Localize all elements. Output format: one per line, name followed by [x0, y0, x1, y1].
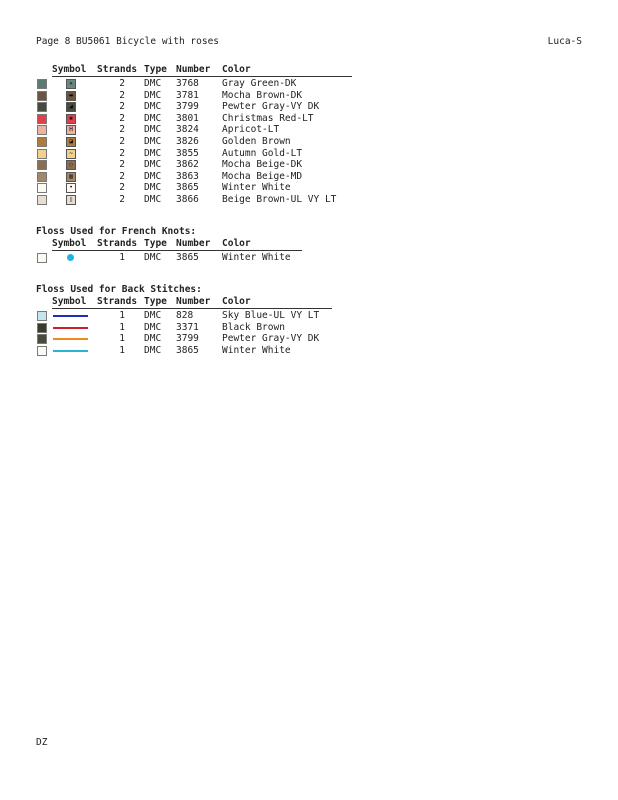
stitch-symbol-icon: ✕ — [66, 79, 76, 89]
header-strands: Strands — [97, 296, 138, 307]
header-strands: Strands — [97, 238, 138, 249]
number-value: 3865 — [176, 252, 199, 263]
color-name: Pewter Gray-VY DK — [222, 333, 320, 345]
number-value: 828 — [176, 310, 194, 321]
table-row — [36, 252, 291, 264]
number-value: 3799 — [176, 333, 199, 345]
header-symbol: Symbol — [52, 238, 87, 249]
stitch-symbol-icon: ~ — [66, 149, 76, 159]
strands-value: 2 — [119, 124, 125, 136]
color-name: Golden Brown — [222, 135, 291, 147]
type-value: DMC — [144, 170, 162, 182]
back-stitch-line-icon — [53, 350, 88, 352]
back-stitch-line-icon — [53, 315, 88, 317]
back-stitch-line-icon — [53, 338, 88, 340]
color-name: Pewter Gray-VY DK — [222, 101, 320, 113]
type-value: DMC — [144, 193, 162, 205]
number-value: 3866 — [176, 193, 199, 205]
header-color: Color — [222, 296, 251, 307]
strands-value: 2 — [119, 78, 125, 89]
strands-value: 2 — [119, 101, 125, 113]
strands-value: 1 — [119, 321, 125, 333]
table-row — [36, 344, 291, 357]
floss-table-french-knots — [36, 226, 291, 264]
strands-value: 1 — [119, 310, 125, 321]
number-value: 3768 — [176, 78, 199, 89]
stitch-symbol-icon: ◌ — [66, 160, 76, 170]
color-name: Winter White — [222, 344, 291, 356]
header-symbol: Symbol — [52, 296, 87, 307]
number-value: 3801 — [176, 112, 199, 124]
number-value: 3862 — [176, 159, 199, 171]
section-title-french-knots: Floss Used for French Knots: — [36, 226, 197, 237]
number-value: 3371 — [176, 321, 199, 333]
number-value: 3781 — [176, 89, 199, 101]
number-value: 3824 — [176, 124, 199, 136]
back-stitch-line-icon — [53, 327, 88, 329]
strands-value: 2 — [119, 135, 125, 147]
strands-value: 2 — [119, 170, 125, 182]
color-swatch — [37, 323, 47, 333]
type-value: DMC — [144, 310, 162, 321]
header-type: Type — [144, 238, 167, 249]
header-number: Number — [176, 296, 211, 307]
type-value: DMC — [144, 78, 162, 89]
color-name: Mocha Beige-DK — [222, 159, 303, 171]
number-value: 3826 — [176, 135, 199, 147]
header-rule — [52, 250, 302, 251]
strands-value: 2 — [119, 112, 125, 124]
header-strands: Strands — [97, 64, 138, 75]
table-header — [36, 296, 251, 308]
type-value: DMC — [144, 333, 162, 345]
color-swatch — [37, 172, 47, 182]
stitch-symbol-icon: ▯ — [66, 195, 76, 205]
color-swatch — [37, 346, 47, 356]
color-swatch — [37, 125, 47, 135]
color-swatch — [37, 91, 47, 101]
page-footer: DZ — [36, 737, 48, 748]
number-value: 3855 — [176, 147, 199, 159]
strands-value: 2 — [119, 182, 125, 194]
color-name: Winter White — [222, 252, 291, 263]
stitch-symbol-icon: ▬ — [66, 91, 76, 101]
color-swatch — [37, 253, 47, 263]
strands-value: 2 — [119, 147, 125, 159]
header-color: Color — [222, 238, 251, 249]
color-swatch — [37, 149, 47, 159]
strands-value: 2 — [119, 159, 125, 171]
header-number: Number — [176, 64, 211, 75]
color-name: Apricot-LT — [222, 124, 280, 136]
type-value: DMC — [144, 147, 162, 159]
color-swatch — [37, 183, 47, 193]
stitch-symbol-icon: ◢ — [66, 102, 76, 112]
type-value: DMC — [144, 101, 162, 113]
stitch-symbol-icon: ✱ — [66, 114, 76, 124]
stitch-symbol-icon: H — [66, 125, 76, 135]
strands-value: 1 — [119, 333, 125, 345]
color-swatch — [37, 311, 47, 321]
strands-value: 1 — [119, 344, 125, 356]
color-name: Christmas Red-LT — [222, 112, 314, 124]
color-swatch — [37, 102, 47, 112]
type-value: DMC — [144, 89, 162, 101]
strands-value: 2 — [119, 193, 125, 205]
table-row — [36, 310, 320, 322]
type-value: DMC — [144, 182, 162, 194]
color-swatch — [37, 195, 47, 205]
floss-table-back-stitches — [36, 284, 320, 356]
number-value: 3863 — [176, 170, 199, 182]
section-title-back-stitches: Floss Used for Back Stitches: — [36, 284, 202, 295]
color-name: Sky Blue-UL VY LT — [222, 310, 320, 321]
french-knot-dot-icon — [67, 254, 74, 261]
type-value: DMC — [144, 321, 162, 333]
color-name: Autumn Gold-LT — [222, 147, 303, 159]
color-swatch — [37, 114, 47, 124]
page-header-designer: Luca-S — [547, 36, 582, 47]
color-swatch — [37, 137, 47, 147]
color-name: Mocha Beige-MD — [222, 170, 303, 182]
header-rule — [52, 308, 332, 309]
type-value: DMC — [144, 252, 162, 263]
strands-value: 2 — [119, 89, 125, 101]
table-header — [36, 238, 251, 250]
header-number: Number — [176, 238, 211, 249]
color-swatch — [37, 79, 47, 89]
color-swatch — [37, 160, 47, 170]
stitch-symbol-icon: ◪ — [66, 137, 76, 147]
table-row — [36, 321, 285, 334]
color-name: Gray Green-DK — [222, 78, 297, 89]
header-symbol: Symbol — [52, 64, 87, 75]
header-rule — [52, 76, 352, 77]
color-name: Black Brown — [222, 321, 285, 333]
type-value: DMC — [144, 344, 162, 356]
type-value: DMC — [144, 159, 162, 171]
header-type: Type — [144, 64, 167, 75]
number-value: 3799 — [176, 101, 199, 113]
strands-value: 1 — [119, 252, 125, 263]
color-name: Winter White — [222, 182, 291, 194]
color-name: Mocha Brown-DK — [222, 89, 303, 101]
number-value: 3865 — [176, 182, 199, 194]
header-type: Type — [144, 296, 167, 307]
number-value: 3865 — [176, 344, 199, 356]
type-value: DMC — [144, 124, 162, 136]
table-row — [36, 333, 320, 345]
type-value: DMC — [144, 112, 162, 124]
stitch-symbol-icon: • — [66, 183, 76, 193]
color-name: Beige Brown-UL VY LT — [222, 193, 337, 205]
page-header-title: Page 8 BU5061 Bicycle with roses — [36, 36, 220, 47]
type-value: DMC — [144, 135, 162, 147]
color-swatch — [37, 334, 47, 344]
header-color: Color — [222, 64, 251, 75]
stitch-symbol-icon: ▥ — [66, 172, 76, 182]
